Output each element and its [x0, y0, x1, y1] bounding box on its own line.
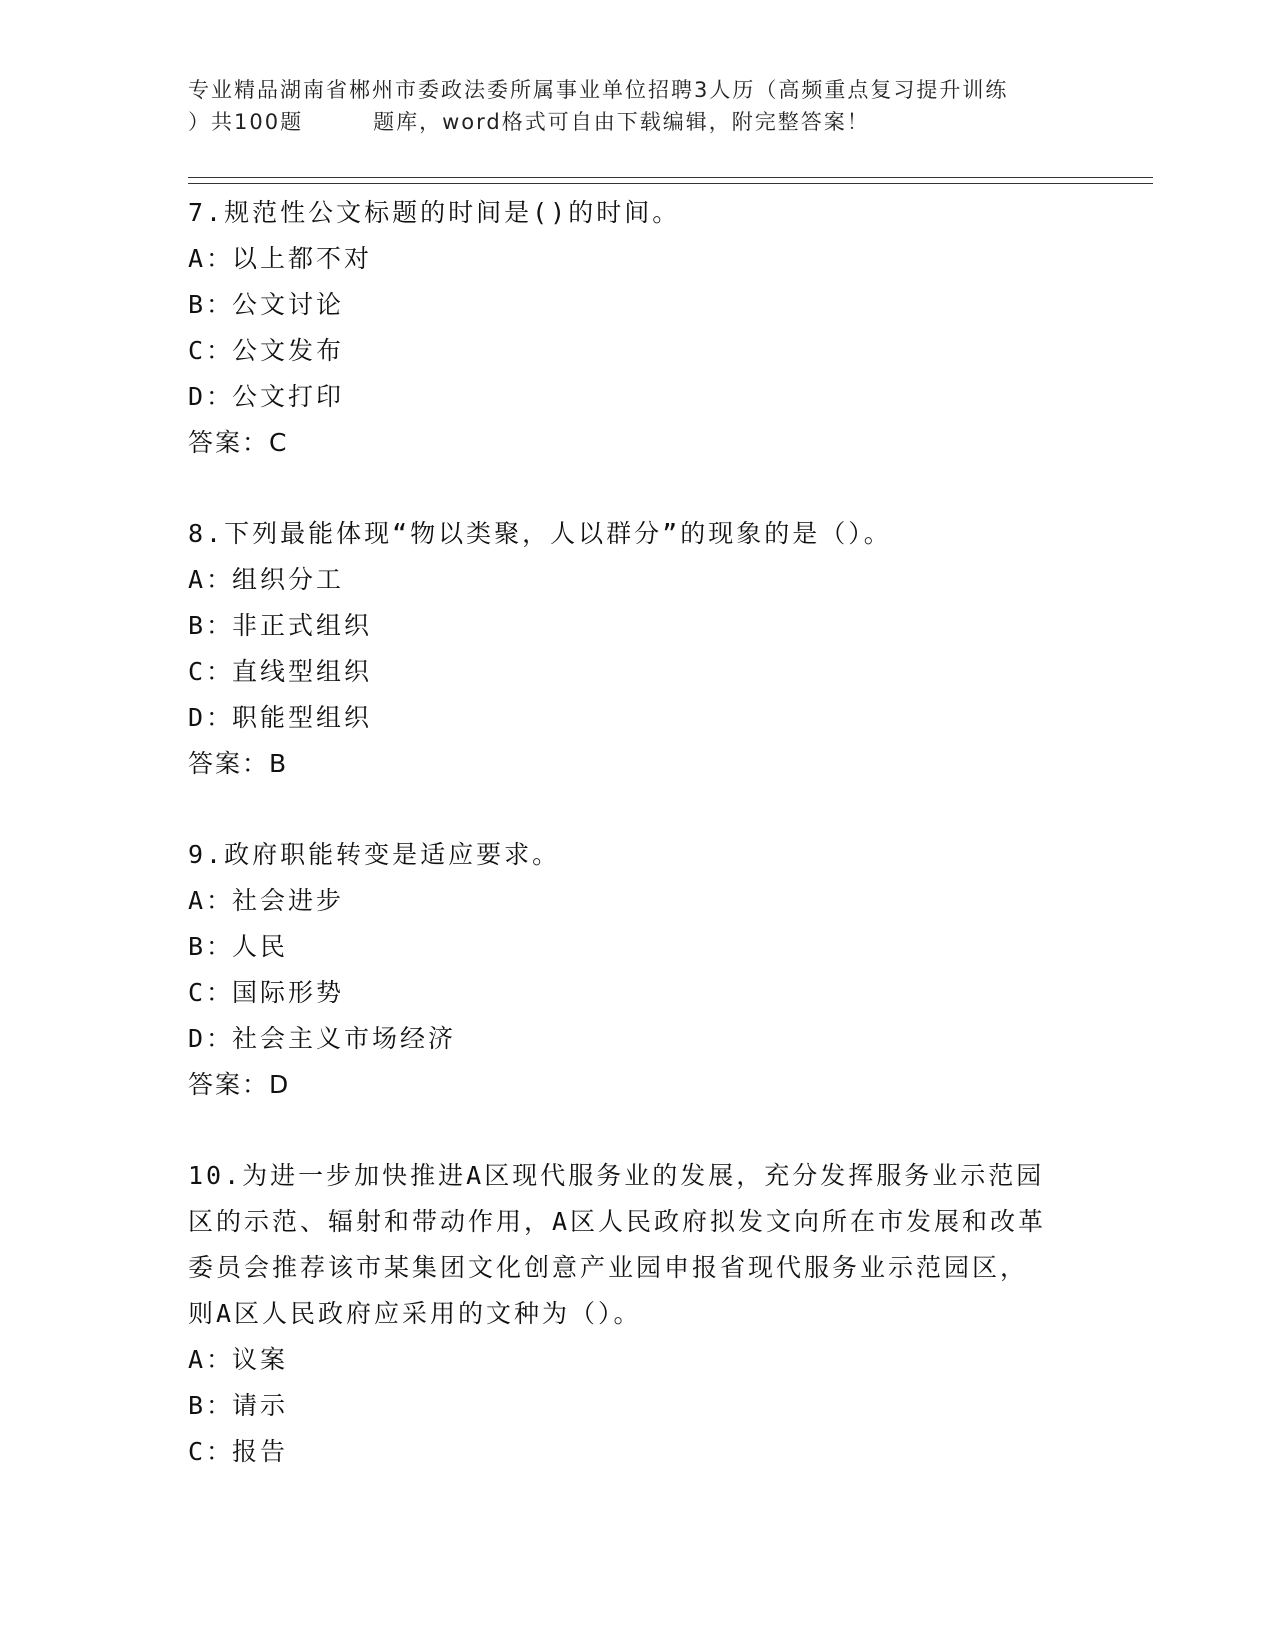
question-item [188, 832, 1088, 1108]
option-b [188, 282, 1088, 328]
question-list [188, 190, 1088, 1475]
option-a [188, 236, 1088, 282]
answer-line: 答案：D [188, 1070, 291, 1099]
option-key: D： [188, 382, 235, 411]
option-key: C： [188, 336, 235, 365]
header-divider-top [188, 177, 1153, 178]
option-text: 公文发布 [232, 336, 345, 365]
option-key: C： [188, 1437, 235, 1466]
option-key: A： [188, 1345, 235, 1374]
option-d [188, 374, 1088, 420]
question-title-line: 则A区人民政府应采用的文种为（）。 [188, 1299, 642, 1328]
header-line-2-part-a: ）共100题 [188, 110, 304, 134]
option-c [188, 970, 1088, 1016]
option-text: 社会进步 [232, 886, 345, 915]
option-c [188, 328, 1088, 374]
header-line-1: 专业精品湖南省郴州市委政法委所属事业单位招聘3人历（高频重点复习提升训练 [188, 78, 1009, 102]
question-title-line: 10.为进一步加快推进A区现代服务业的发展，充分发挥服务业示范园 [188, 1161, 1045, 1190]
question-item [188, 1153, 1088, 1475]
question-item [188, 190, 1088, 466]
option-key: D： [188, 703, 235, 732]
option-c [188, 1429, 1088, 1475]
option-text: 请示 [232, 1391, 289, 1420]
option-a [188, 557, 1088, 603]
question-title-line: 区的示范、辐射和带动作用，A区人民政府拟发文向所在市发展和改革 [188, 1207, 1047, 1236]
option-key: D： [188, 1024, 235, 1053]
header-divider-bottom [188, 183, 1153, 184]
answer-line: 答案：C [188, 428, 289, 457]
option-text: 以上都不对 [232, 244, 373, 273]
option-key: B： [188, 611, 235, 640]
question-title: 9.政府职能转变是适应要求。 [188, 840, 561, 869]
option-text: 职能型组织 [232, 703, 373, 732]
option-b [188, 603, 1088, 649]
option-text: 公文打印 [232, 382, 345, 411]
header-line-2 [188, 106, 1088, 138]
option-text: 公文讨论 [232, 290, 345, 319]
document-header [188, 74, 1088, 138]
option-a [188, 1337, 1088, 1383]
question-title-line: 委员会推荐该市某集团文化创意产业园申报省现代服务业示范园区， [188, 1253, 1029, 1282]
option-key: B： [188, 1391, 235, 1420]
option-key: B： [188, 932, 235, 961]
option-b [188, 1383, 1088, 1429]
question-item [188, 511, 1088, 787]
question-title: 8.下列最能体现“物以类聚，人以群分”的现象的是（）。 [188, 519, 892, 548]
option-key: A： [188, 886, 235, 915]
option-text: 议案 [232, 1345, 289, 1374]
option-key: C： [188, 978, 235, 1007]
option-text: 组织分工 [232, 565, 345, 594]
option-text: 直线型组织 [232, 657, 373, 686]
option-key: C： [188, 657, 235, 686]
option-key: B： [188, 290, 235, 319]
header-line-2-part-b: 题库，word格式可自由下载编辑，附完整答案！ [373, 110, 870, 134]
option-d [188, 695, 1088, 741]
option-text: 报告 [232, 1437, 289, 1466]
option-a [188, 878, 1088, 924]
option-text: 人民 [232, 932, 289, 961]
question-title: 7.规范性公文标题的时间是()的时间。 [188, 198, 681, 227]
option-key: A： [188, 244, 235, 273]
option-text: 社会主义市场经济 [232, 1024, 457, 1053]
answer-line: 答案：B [188, 749, 289, 778]
option-key: A： [188, 565, 235, 594]
option-text: 非正式组织 [232, 611, 373, 640]
option-b [188, 924, 1088, 970]
option-text: 国际形势 [232, 978, 345, 1007]
option-c [188, 649, 1088, 695]
option-d [188, 1016, 1088, 1062]
